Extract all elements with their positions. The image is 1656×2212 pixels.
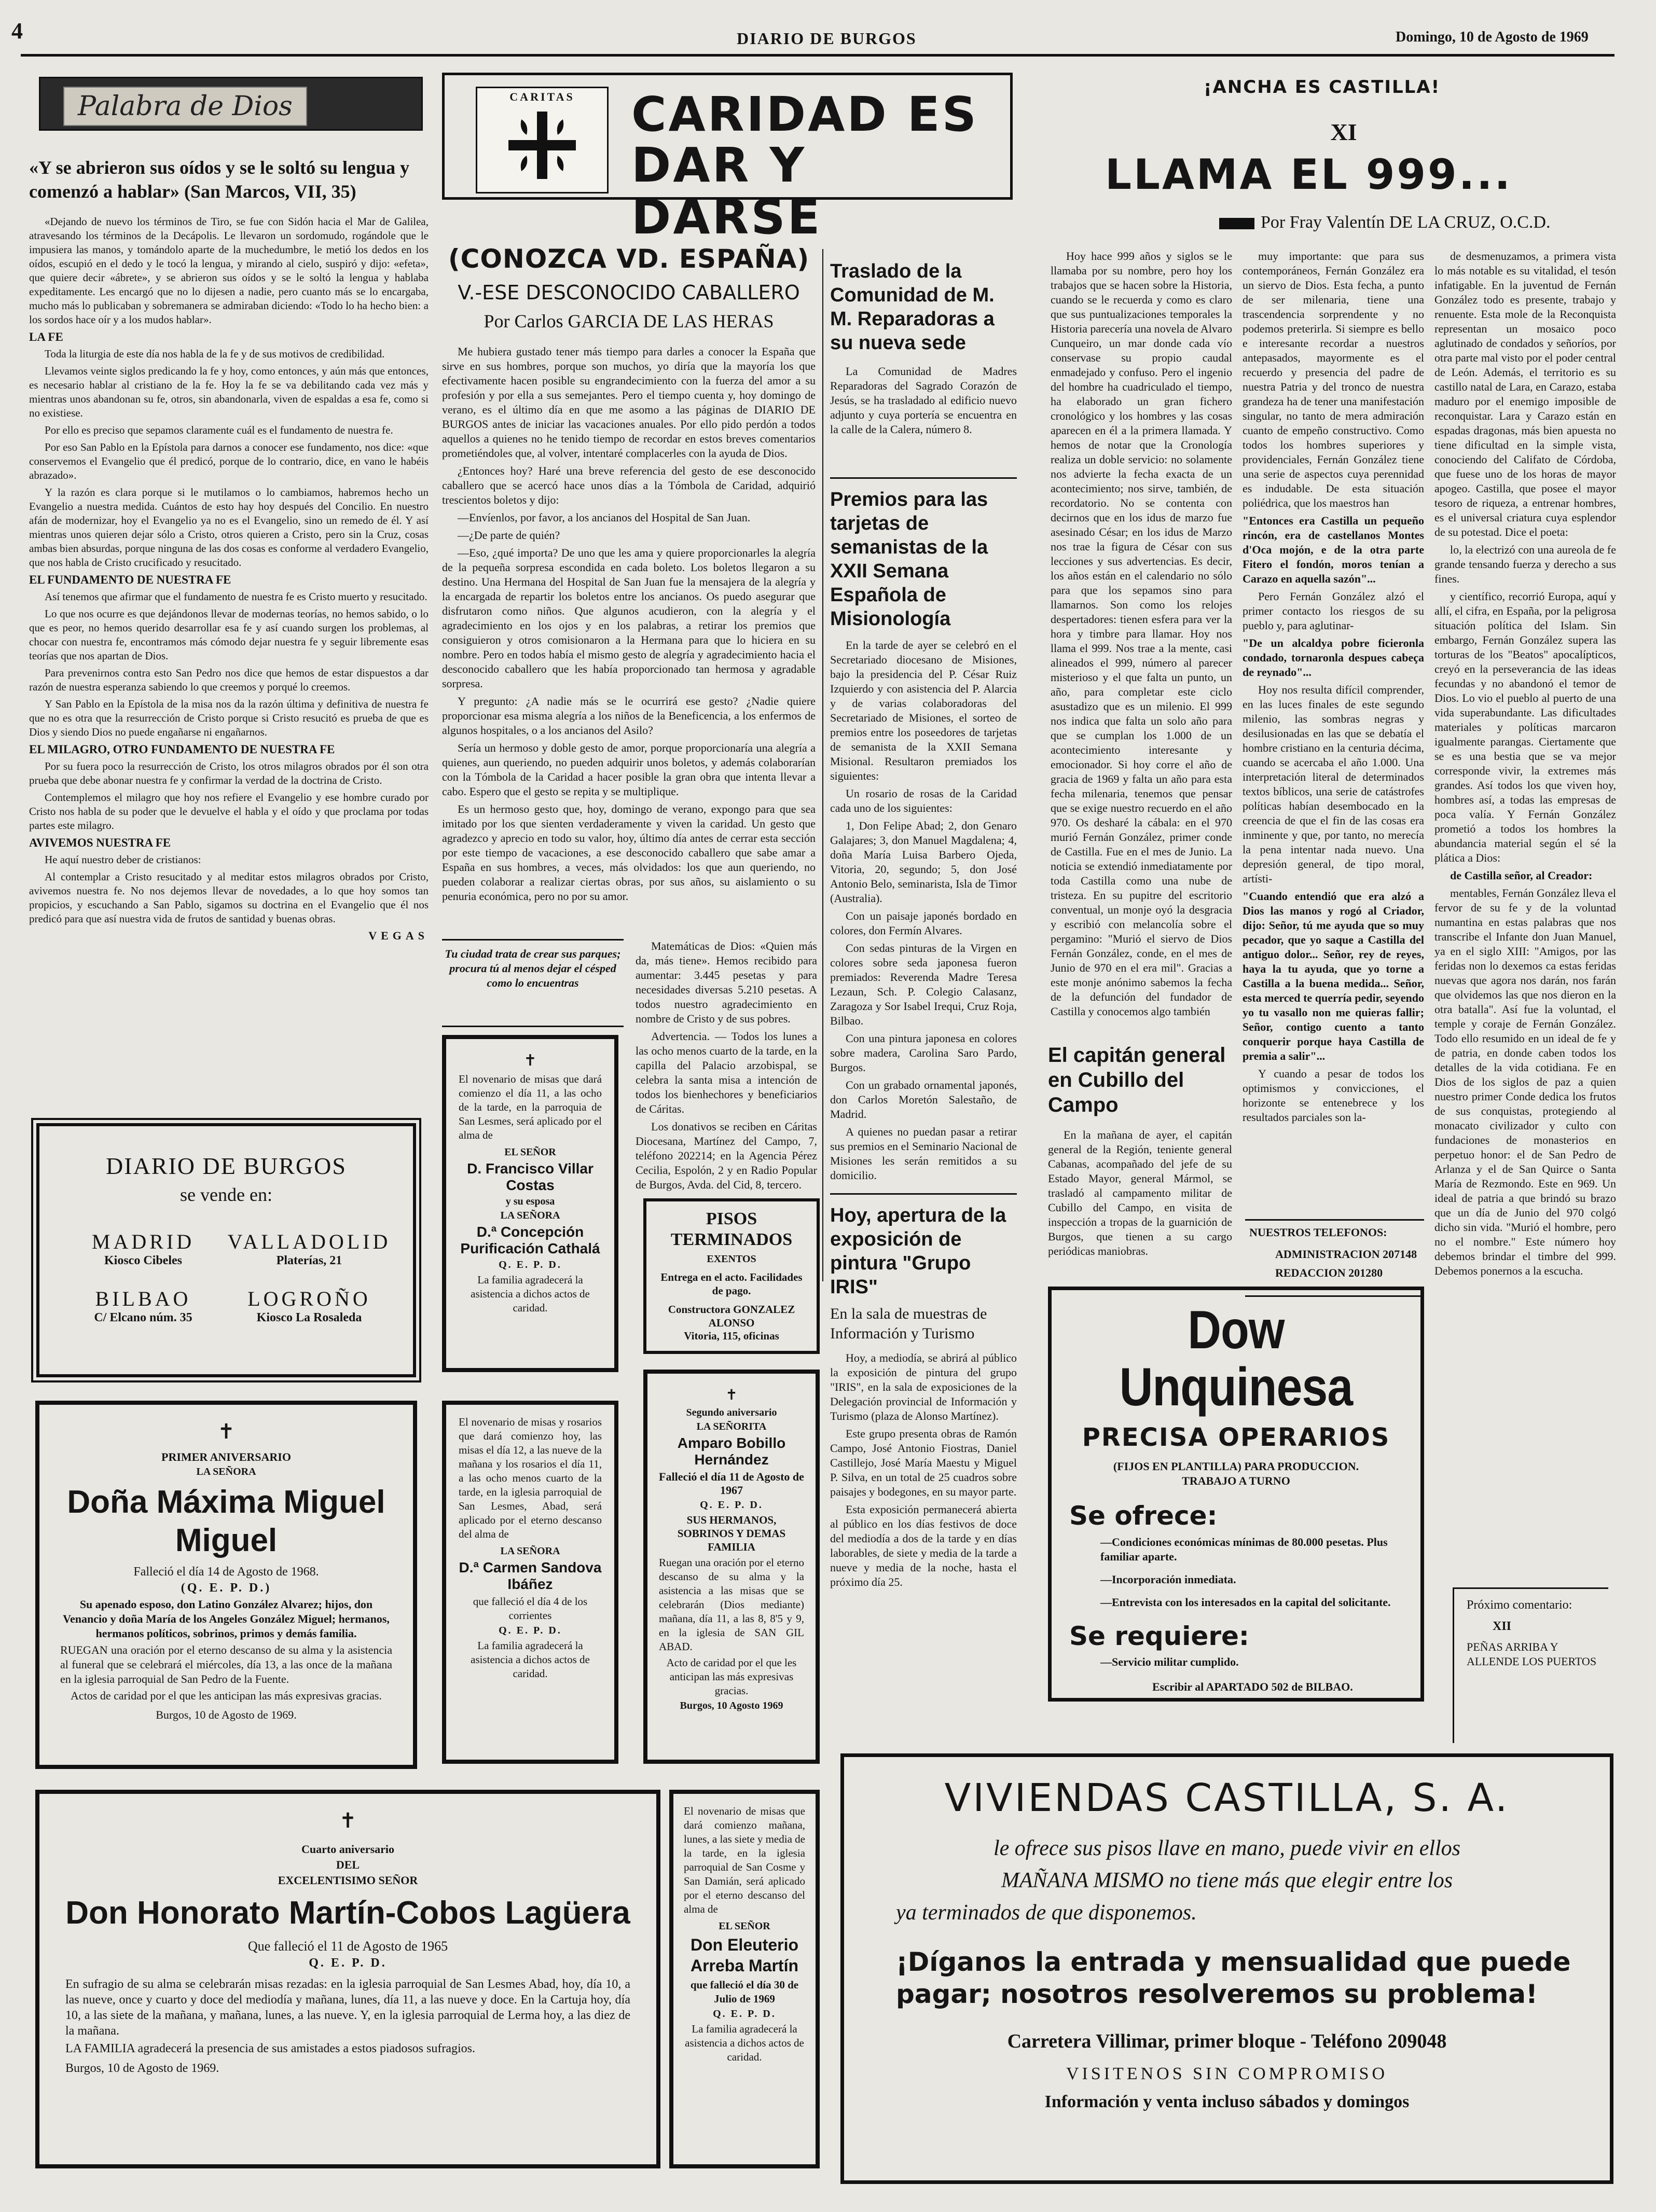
telefonos-line: REDACCION 201280	[1275, 1266, 1383, 1279]
obit-thanks: Actos de caridad por el que les anticipan las más expresivas gracias.	[71, 1689, 382, 1702]
reparadoras-article	[830, 259, 1017, 440]
llama-text: lo, la electrizó con una aureola de fe grande tensando fuerza y derecho a sus fines.	[1434, 543, 1616, 585]
premios-paragraph: En la tarde de ayer se celebró en el Secretariado diocesano de Misiones, bajo la presidencia del P. César Ruiz Izquierdo y con asistencia del P. Alarcia y de varias colaboradoras del Secretariado de Misiones, el sorteo de premios entre los poseedores de tarjetas de semanista de la XXII Semana Misional. Resultaron premiados los siguientes:	[830, 639, 1017, 782]
venta-box	[36, 1123, 416, 1377]
llama-author-rule	[1219, 218, 1254, 229]
obit-pre: EXCELENTISIMO SEÑOR	[278, 1874, 418, 1887]
venta-place: Kiosco Cibeles	[104, 1254, 182, 1267]
palabra-paragraph: Y la razón es clara porque si le mutilamos o lo cambiamos, habremos hecho un Evangelio a nuestra medida. Cuántos de esto hay hoy después del Concilio. En nuestro afán de modernizar, hoy el Evangelio ya no es el Evangelio, sino un remedo de él. Y así mientras unos quieren dejar sólo a Cristo, otros quieren a Cristo, pero sin la Cruz, cosas ambas bien absurdas, porque ninguna de las dos cosas es conforme al verdadero Evangelio, que nos habla de Cristo crucificado y resucitado.	[29, 486, 429, 569]
llama-quote: "Cuando entendió que era alzó a Dios las manos y rogó al Criador, dijo: Señor, tú me ayuda que so muy pecador, que yo saque a Castilla del antiguo dolor... Señor, rey de reyes, haya la tu ayuda, que yo torne a Castilla a la buena medida... Señor, esta merced te querría pedir, seyendo yo tu vasallo non me quieras fallir; Señor, contigo cuento a tanto conquerir porque haya Castilla de premia a salir"...	[1243, 890, 1424, 1062]
palabra-headline: «Y se abrieron sus oídos y se le soltó su lengua y comenzó a hablar» (San Marcos, VII, 35)	[29, 157, 410, 202]
telefonos-title: NUESTROS TELEFONOS:	[1249, 1226, 1387, 1239]
llama-text: Hoy hace 999 años y siglos se le llamaba por su nombre, pero hoy los trabajos que se hacen sobre la Historia, cuando se le recuerda y como es claro que sus puntualizaciones temporales la Historia parecería una novela de Alvaro Cunqueiro, un mar donde cada vío conservase su propio caudal enmadejado y confuso. Pero el ingenio del hombre ha cuadriculado el tiempo, ha elaborado un gran fichero cronológico y los hombres y las cosas aparecen en él a la primera llamada. Y hemos de notar que la Cronología realiza un doble servicio: no solamente nos advierte la fecha exacta de un acontecimiento; nos sirve, también, de recordatorio. No se contenta con decirnos que en los idus de marzo fue asesinado César; en los idus de Marzo nos trae la figura de César con sus lecciones y sus advertencias. Es decir, los años están en el calendario no sólo para que los sepamos sino para llamarnos. Son como los relojes despertadores: tienen esfera para ver la hora y timbre para llamar. Hoy nos llama el 999. Nos trae a la mente, casi alineados el 999, número al parecer misterioso y el que falta un punto, un año, para completar este ciclo asustadizo que es un milenio. El 999 nos indica que falta un solo año para que se cumplan los 1.000 de un acontecimiento interesante y emocionador. Si hoy corre el año de gracia de 1969 y falta un año para esta fecha milenaria, tenemos que pensar que se exige nuestro recuerdo en el año 970. Os desharé la cábala: en el 970 murió Fernán González, primer conde de Castilla. Fue en el mes de Junio. La noticia se extendió inmediatamente por toda Castilla como una nube de tristeza. En su pupitre del escritorio conventual, un monje oyó la desgracia y escribió con melancolía sobre el pergamino: "Murió el siervo de Dios Fernán González, conde, en el mes de Junio de 970 en el era mil". Gracias a este monje anónimo sabemos la fecha de la defunción del fundador de Castilla y conocemos algo también	[1051, 250, 1233, 1018]
dow-title: Dow Unquinesa	[1119, 1300, 1353, 1417]
iris-paragraph: Este grupo presenta obras de Ramón Campo, José Antonio Fiostras, Daniel Castillejo, José María Maestu y Miguel P. Silva, en un total de 25 cuadros sobre paisajes y bodegones, en su mayor parte.	[830, 1427, 1017, 1498]
iris-paragraph: Hoy, a mediodía, se abrirá al público la exposición de pintura del grupo "IRIS", en la sala de exposiciones de la Delegación provincial de Información y Turismo (plaza de Alonso Martínez).	[830, 1351, 1017, 1422]
obit-pre: LA SEÑORA	[500, 1545, 560, 1557]
premios-paragraph: Con una pintura japonesa en colores sobre madera, Carolina Saro Pardo, Burgos.	[830, 1032, 1017, 1074]
premios-paragraph: Con un grabado ornamental japonés, don Carlos Moretón Salestaño, de Madrid.	[830, 1079, 1017, 1121]
obit-pre: EL SEÑOR	[719, 1920, 770, 1932]
premios-article	[830, 488, 1017, 1186]
iris-sub: En la sala de muestras de Información y Turismo	[830, 1305, 987, 1342]
slogan-text: Tu ciudad trata de crear sus parques; procura tú al menos dejar el césped como lo encuentras	[445, 947, 621, 989]
obit-pre: DEL	[336, 1858, 360, 1871]
viviendas-callout: ¡Díganos la entrada y mensualidad que puede pagar; nosotros resolveremos su problema!	[896, 1947, 1571, 2009]
espana-paragraph: ¿Entonces hoy? Haré una breve referencia del gesto de ese desconocido caballero que se acercó hace unos días a la Tómbola de Caridad, adquirió trescientos boletos y dijo:	[442, 464, 816, 506]
section-rule	[830, 1193, 1017, 1195]
llama-text: Y cuando a pesar de todos los optimismos y convicciones, el horizonte se entenebrece y los resultados parciales son la-	[1243, 1067, 1424, 1124]
obit-date: Burgos, 10 Agosto 1969	[680, 1700, 783, 1711]
palabra-signature: VEGAS	[368, 929, 429, 942]
obit-pre: Segundo aniversario	[686, 1407, 777, 1418]
palabra-paragraph: Llevamos veinte siglos predicando la fe y hoy, como entonces, y aún más que entonces, es necesario hablar al cristiano de la fe. Hoy la fe se va debilitando cada vez más y mientras unos abandonan su fe, otros, sin abandonarla, viven de espaldas a esa fe, como si no existiese.	[29, 365, 429, 419]
llama-text: mentables, Fernán González lleva el fervor de su fe y de la voluntad numantina en estas palabras que nos transcribe el Infante don Juan Manuel, ya en el siglo XIII: "Amigos, por las feridas non lo dexemos ca estas feridas nuevas que agora nos darán, nos farán que olvidemos las que nos dieron en la otra batalla". Así fue la voluntad, el temple y coraje de Fernán González. Todo ello resumido en un ideal de fe y de patria, en donde caben todos los detalles de la vida cotidiana. Fe en Dios de los siglos de paz a quien nuestro primer Conde dedica los frutos de sus conquistas, protegiendo al monacato civilizador y culto con fundaciones de monasterios en perpetuo honor: el de San Pedro de Arlanza y el de San Quirce o Santa María de Rezmondo. Este en 969. Un ideal de patria a que brindó su brazo que un día de Junio del 970 colgó dicho sin vida. "Murió el hombre, pero no el nombre." Este número hoy debemos brindar el timbre del 999. Debemos ponernos a la escucha.	[1434, 887, 1616, 1277]
obit-name: D.ª Carmen Sandova Ibáñez	[459, 1559, 602, 1592]
obit-pre: LA SEÑORA	[196, 1466, 256, 1477]
llama-quote: "Entonces era Castilla un pequeño rincón, era de castellanos Montes d'Oca mojón, e de la otra parte Fitero el fondón, moros tenían a Carazo en aquella sazón"...	[1243, 514, 1424, 585]
iris-title: Hoy, apertura de la exposición de pintura "Grupo IRIS"	[830, 1205, 1006, 1298]
llama-column-3	[1434, 249, 1616, 1281]
viviendas-hours: Información y venta incluso sábados y domingos	[1044, 2092, 1410, 2111]
palabra-banner-text: Palabra de Dios	[63, 87, 307, 126]
pisos-ad	[643, 1198, 820, 1354]
palabra-subhead-4: AVIVEMOS NUESTRA FE	[29, 836, 171, 849]
llama-column-1	[1051, 249, 1232, 1022]
llama-column-2	[1243, 249, 1424, 1128]
dow-sub: PRECISA OPERARIOS	[1082, 1423, 1390, 1452]
palabra-banner	[39, 77, 423, 131]
obit-name: Doña Máxima Miguel Miguel	[67, 1484, 385, 1558]
llama-author: Por Fray Valentín DE LA CRUZ, O.C.D.	[1261, 213, 1551, 232]
obit-thanks: La familia agradecerá la asistencia a dichos actos de caridad.	[685, 2023, 804, 2063]
palabra-paragraph: Por ello es preciso que sepamos claramente cuál es el fundamento de nuestra fe.	[45, 424, 393, 436]
obit-pre: EL SEÑOR	[504, 1146, 556, 1158]
espana-paragraph: —¿De parte de quién?	[458, 529, 560, 542]
obit-pre: LA SEÑORITA	[696, 1421, 767, 1432]
premios-paragraph: 1, Don Felipe Abad; 2, don Genaro Galajares; 3, don Manuel Magdalena; 4, doña María Luisa Barbero Ojeda, Vitoria, 20, segundo; 5, don José Antonio Belo, seminarista, Isla de Timor (Australia).	[830, 819, 1017, 905]
obituary-villar	[442, 1035, 618, 1372]
palabra-subhead-3: EL MILAGRO, OTRO FUNDAMENTO DE NUESTRA FE	[29, 743, 335, 756]
viviendas-address: Carretera Villimar, primer bloque - Teléfono 209048	[1007, 2030, 1447, 2052]
palabra-paragraph: Contemplemos el milagro que hoy nos refiere el Evangelio y ese hombre curado por Cristo nos habla de su poder que le devuelve el habla y el oído y que proclama por todas partes este milagro.	[29, 791, 429, 832]
palabra-subhead-1: LA FE	[29, 330, 63, 343]
llama-text: de Castilla señor, al Creador:	[1450, 869, 1593, 882]
iris-article	[830, 1204, 1017, 1593]
next-title: PEÑAS ARRIBA Y ALLENDE LOS PUERTOS	[1467, 1640, 1597, 1668]
palabra-intro: «Dejando de nuevo los términos de Tiro, se fue con Sidón hacia el Mar de Galilea, atravesando los términos de la Decápolis. Le llevaron un sordomudo, rogándole que le impusiera las manos, y tomándolo aparte de la muchedumbre, le metió los dedos en los oídos, escupió en el dedo y le tocó la lengua, y mirando al cielo, suspiró y dijo: «efeta», que quiere decir «ábrete», y se abrieron sus oídos y se le soltó la lengua y hablaba expeditamente. Les encargó que no lo dijesen a nadie, pero cuanto más se lo encargaba, mucho más lo publicaban y sobremanera se admiraban diciendo: «Todo lo ha hecho bien: a los sordos hace oír y a los mudos hablar».	[29, 215, 429, 326]
obituary-sandoval	[442, 1401, 618, 1764]
llama-quote: "De un alcaldya pobre ficieronla condado, tornaronla despues cabeça de reynado"...	[1243, 637, 1424, 679]
pisos-text: Entrega en el acto. Facilidades de pago.	[660, 1271, 803, 1297]
dow-sub2: (FIJOS EN PLANTILLA) PARA PRODUCCION. TRABAJO A TURNO	[1113, 1460, 1359, 1487]
llama-text: de desmenuzamos, a primera vista lo más notable es su vitalidad, el tesón infatigable. En la juventud de Fernán González todo es presente, trabajo y renuente. Esta mole de la Reconquista representan un mosaico poco aglutinado de condados y señoríos, por otra parte mal visto por el poder central de León. Además, el territorio es su castillo natal de Lara, en Carazo, estaba maduro por el enemigo imposible de reconquistar. Lara y Carazo están en espadas dragonas, más bien apuesta no tiene dificultad en la simple vista, conociendo del Califato de Córdoba, que fuese uno de los horas de mayor apogeo. Castilla, que posee el mayor tesoro de riqueza, a entrenar hombres, es el universal criatura cuya esplendor de su potestad. Dice el poeta:	[1434, 250, 1616, 538]
premios-paragraph: Un rosario de rosas de la Caridad cada uno de los siguientes:	[830, 787, 1017, 814]
pisos-address: Vitoria, 115, oficinas	[684, 1330, 779, 1342]
caritas-logo-text: CARITAS	[509, 90, 575, 103]
iris-paragraph: Esta exposición permanecerá abierta al público en los días festivos de doce del mediodía a dos de la tarde y en días laborables, de siete y media de la tarde a nueve y media de la noche, hasta el próximo día 25.	[830, 1503, 1017, 1588]
llama-kicker: ¡ANCHA ES CASTILLA!	[1204, 77, 1441, 98]
llama-title: LLAMA EL 999...	[1105, 150, 1512, 199]
masthead: DIARIO DE BURGOS	[737, 29, 917, 48]
viviendas-line: le ofrece sus pisos llave en mano, puede vivir en ellos	[993, 1836, 1461, 1860]
tombola-paragraph: Los donativos se reciben en Cáritas Diocesana, Martínez del Campo, 7, teléfono 202214; en la Agencia Pérez Cecilia, Espolón, 2 y en Radio Popular de Burgos, Avda. del Cid, 8, tercero.	[636, 1120, 817, 1191]
section-rule	[830, 477, 1017, 479]
dow-offer: —Entrevista con los interesados en la capital del solicitante.	[1100, 1596, 1391, 1609]
llama-number: XI	[1330, 119, 1357, 145]
capitan-title: El capitán general en Cubillo del Campo	[1048, 1044, 1226, 1116]
dow-req-title: Se requiere:	[1069, 1621, 1249, 1651]
espana-paragraph: —Eso, ¿qué importa? De uno que les ama y quiere proporcionarles la alegría de la pequeña sorpresa escondida en cada boleto. Los boletos llegaron a su destino. Una Hermana del Hospital de San Juan fue la mensajera de la alegría y la encargada de repartir los boletos entre los ancianos. Os puedo asegurar que disfrutaron como niños. Que algunos acudieron, con la alegría y el agradecimiento en los ojos y en los palabras, a retirar los premios que consiguieron y otros comisionaron a la Hermana para que lo hiciera en su nombre. Pero en todos había el mismo gesto de alegría y agradecimiento hacia el desconocido caballero que les había proporcionado tan hermosa y agradable sorpresa.	[442, 546, 816, 690]
obit-mid: y su esposa	[505, 1196, 555, 1207]
slogan-box	[442, 939, 624, 1027]
palabra-paragraph: Por eso San Pablo en la Epístola para darnos a conocer ese fundamento, nos dice: «que conservemos el Evangelio que él predicó, porque de lo contrario, dice, en vano le habéis abrazado».	[29, 441, 429, 481]
dow-offers-title: Se ofrece:	[1069, 1501, 1218, 1531]
obit-text: El novenario de misas y rosarios que dará comienzo hoy, las misas el día 12, a las nueve de la mañana y los rosarios el día 11, a las ocho menos cuarto de la tarde, en la iglesia parroquial de San Lesmes, Abad, será aplicado por el eterno descanso del alma de	[459, 1416, 602, 1540]
espana-paragraph: Me hubiera gustado tener más tiempo para darles a conocer la España que sirve en sus hombres, porque son muchos, yo diría que la mayoría los que efectivamente hacen posible su engrandecimiento con la fuerza del amor a su profesión y por ella a sus semejantes. Pero el tiempo cuenta y, hoy domingo de verano, es el último día en que me asomo a las páginas de DIARIO DE BURGOS antes de iniciar las vacaciones anuales. Por ello pido perdón a todos aquellos a quienes no he tenido tiempo de recordar en estos breves comentarios prometiéndoles que, al volver, intentaré complacerles con la ayuda de Dios.	[442, 345, 816, 460]
espana-paragraph: Es un hermoso gesto que, hoy, domingo de verano, expongo para que sea imitado por los que sienten verdaderamente y viven la caridad. Un gesto que agradezco y aprecio en todo su valor, hoy, último día antes de cerrar esta sección por este tiempo de vacaciones, a ese desconocido caballero que sabe amar a España en sus hombres, a veces, más olvidados: los que aun queriendo, no pueden colaborar a realizar ciertas obras, por sus años, su aislamiento o su penuria económica, pero no por su amor.	[442, 803, 816, 903]
obit-text: El novenario de misas que dará comienzo mañana, lunes, a las siete y media de la tarde, en la iglesia parroquial de San Cosme y San Damián, será aplicado por el eterno descanso del alma de	[684, 1805, 805, 1915]
palabra-subhead-2: EL FUNDAMENTO DE NUESTRA FE	[29, 573, 231, 586]
palabra-paragraph: Toda la liturgia de este día nos habla de la fe y de sus motivos de credibilidad.	[45, 348, 385, 360]
llama-text: muy importante: que para sus contemporáneos, Fernán González era un siervo de Dios. Esta fecha, a punto de ser milenaria, tiene una trascendencia sorprendente y no podemos preterirla. Si siempre es bello e interesante recordar a nuestros antepasados, mayormente es el recuerdo y presencia del padre de nuestra Patria y del tronco de nuestra grandeza ha de tener una manifestación singular, no tanto de mera admiración cuanto de empeño constructivo. Como todos los hombres superiores y providenciales, Fernán González tiene una serie de aspectos cuya perennidad es indudable. De esta situación poliédrica, que los maestros han	[1243, 250, 1424, 509]
header-rule	[21, 54, 1614, 57]
obit-text: El novenario de misas que dará comienzo el día 11, a las ocho de la tarde, en la parroquia de San Lesmes, será aplicado por el alma de	[459, 1073, 602, 1141]
premios-paragraph: Con sedas pinturas de la Virgen en colores sobre seda japonesa fueron premiados: Reverenda Madre Teresa Lezaun, Sch. P. Colegio Calasanz, Zaragoza y Sor Isabel Irequi, Cruz Roja, Bilbao.	[830, 942, 1017, 1027]
telefonos-box	[1245, 1219, 1424, 1297]
obit-qepd: Q. E. P. D.	[700, 1499, 763, 1511]
viviendas-line: ya terminados de que disponemos.	[896, 1901, 1197, 1925]
tombola-article	[636, 939, 817, 1195]
telefonos-line: ADMINISTRACION 207148	[1275, 1248, 1417, 1261]
espana-paragraph: —Envíenlos, por favor, a los ancianos del Hospital de San Juan.	[458, 511, 751, 524]
capitan-text: En la mañana de ayer, el capitán general de la Región, teniente general Cabanas, acompañado del jefe de su Estado Mayor, general Mármol, se trasladó al campamento militar de Cubillo del Campo, en visita de inspección a tropas de la guarnición de Burgos, que tienen a su cargo periódicas maniobras.	[1048, 1128, 1232, 1257]
venta-title: DIARIO DE BURGOS	[106, 1153, 347, 1179]
dow-offer: —Condiciones económicas mínimas de 80.000 pesetas. Plus familiar aparte.	[1100, 1536, 1388, 1563]
venta-place: Kiosco La Rosaleda	[256, 1311, 362, 1324]
dow-offer: —Incorporación inmediata.	[1100, 1573, 1236, 1586]
venta-city: BILBAO	[95, 1287, 191, 1310]
obit-pre: PRIMER ANIVERSARIO	[161, 1450, 291, 1463]
obit-family: SUS HERMANOS, SOBRINOS Y DEMAS FAMILIA	[677, 1514, 786, 1553]
premios-title: Premios para las tarjetas de semanistas de la XXII Semana Española de Misionología	[830, 489, 988, 630]
cross-icon: ✝	[725, 1387, 738, 1403]
obit-pre: Cuarto aniversario	[301, 1843, 395, 1856]
tombola-paragraph: Advertencia. — Todos los lunes a las ocho menos cuarto de la tarde, en la capilla del Palacio arzobispal, se celebra la santa misa a intención de todos los bienhechores y beneficiarios de Cáritas.	[636, 1030, 817, 1115]
palabra-article	[29, 156, 429, 943]
viviendas-line: MAÑANA MISMO no tiene más que elegir entre los	[1001, 1869, 1453, 1892]
obit-thanks: LA FAMILIA agradecerá la presencia de sus amistades a estos piadosos sufragios.	[65, 2042, 475, 2055]
page-number: 4	[11, 18, 23, 44]
obit-died: Falleció el día 11 de Agosto de 1967	[659, 1470, 804, 1497]
viviendas-title: VIVIENDAS CASTILLA, S. A.	[944, 1776, 1510, 1820]
dow-contact: Escribir al APARTADO 502 de BILBAO.	[1152, 1680, 1353, 1693]
reparadoras-text: La Comunidad de Madres Reparadoras del Sagrado Corazón de Jesús, se ha trasladado al edificio nuevo adjunto y cuya portería se encuentra en la calle de la Calera, número 8.	[830, 365, 1017, 436]
obit-pre: LA SEÑORA	[500, 1210, 560, 1221]
obit-qepd: (Q. E. P. D.)	[181, 1581, 272, 1595]
venta-city: MADRID	[91, 1230, 195, 1253]
next-comment-box	[1453, 1587, 1608, 1743]
premios-paragraph: A quienes no puedan pasar a retirar sus premios en el Seminario Nacional de Misiones les serán remitidos a su domicilio.	[830, 1125, 1017, 1182]
obituary-eleuterio	[669, 1790, 820, 2168]
viviendas-visit: VISITENOS SIN COMPROMISO	[1066, 2064, 1388, 2083]
premios-paragraph: Con un paisaje japonés bordado en colores, don Fermín Alvares.	[830, 909, 1017, 937]
dow-ad	[1048, 1287, 1424, 1702]
obit-qepd: Q. E. P. D.	[309, 1956, 387, 1970]
palabra-paragraph: Al contemplar a Cristo resucitado y al meditar estos milagros obrados por Cristo, avivemos nuestra fe. No nos dejemos llevar de novedades, a lo que hoy somos tan propicios, y escuchando a San Pablo, sigamos su doctrina en el Evangelio que él nos predicó para que así nuestra vida de frutos de santidad y buenas obras.	[29, 870, 429, 925]
obit-name: Don Honorato Martín-Cobos Lagüera	[65, 1895, 630, 1931]
obit-name: D. Francisco Villar Costas	[467, 1160, 594, 1193]
caritas-logo	[476, 87, 609, 193]
obit-qepd: Q. E. P. D.	[713, 2008, 776, 2020]
viviendas-ad	[840, 1753, 1613, 2184]
palabra-paragraph: Por su fuera poco la resurrección de Cristo, los otros milagros obrados por él son otra prueba que debe abonar nuestra fe y confirmar la verdad de la doctrina de Cristo.	[29, 760, 429, 786]
palabra-paragraph: Lo que nos ocurre es que dejándonos llevar de modernas teorías, no hemos sabido, o lo que es peor, no hemos querido desarrollar esa fe y así cuando surgen los problemas, al chocar con nuestra fe, encontramos más cómodo dejar nuestra fe y seguir libremente esas teorías que nos apartan de Dios.	[29, 607, 429, 662]
obit-thanks: La familia agradecerá la asistencia a dichos actos de caridad.	[471, 1274, 590, 1314]
obit-ruegan: RUEGAN una oración por el eterno descanso de su alma y la asistencia al funeral que se celebrará el miércoles, día 13, a las once de la mañana en la iglesia parroquial de San Pedro de la Fuente.	[60, 1643, 392, 1685]
espana-paragraph: Y pregunto: ¿A nadie más se le ocurrirá ese gesto? ¿Nadie quiere proporcionar esa misma alegría a los niños de la Beneficencia, a los enfermos de algunos hospitales, o a los ancianos del Asilo?	[442, 695, 816, 737]
obit-qepd: Q. E. P. D.	[499, 1259, 562, 1270]
capitan-article	[1048, 1043, 1232, 1262]
caridad-box	[442, 73, 1013, 245]
cross-icon: ✝	[217, 1420, 235, 1443]
espana-subtitle: V.-ESE DESCONOCIDO CABALLERO	[458, 281, 800, 304]
llama-text: Pero Fernán González alzó el primer contacto los riesgos de su pueblo y, para aglutinar-	[1243, 590, 1424, 632]
cross-icon: ✝	[339, 1809, 357, 1832]
obit-date: Burgos, 10 de Agosto de 1969.	[65, 2062, 219, 2075]
obit-thanks: La familia agradecerá la asistencia a dichos actos de caridad.	[471, 1639, 590, 1680]
espana-title: (CONOZCA VD. ESPAÑA)	[448, 244, 810, 274]
palabra-paragraph: Para prevenirnos contra esto San Pedro nos dice que hemos de estar dispuestos a dar razón de nuestra esperanza sabiendo lo que creemos y porqué lo creemos.	[29, 667, 429, 693]
obit-thanks: Acto de caridad por el que les anticipan las más expresivas gracias.	[666, 1656, 797, 1697]
llama-text: y científico, recorrió Europa, aquí y allí, el cifra, en España, por la peligrosa situación política del Islam. Sin embargo, Fernán González supera las torturas de los "Beatos" apocalípticos, creyó en la perseverancia de las ideas fecundas y no abandonó el temor de Dios. Lo vio el pueblo al puerto de una vida superabundante. Las dificultades materiales y políticas marcaron igualmente parangas. Ciertamente que se es una bestia que se va mejor corresponde vivir, la extremes más grandes. Así todos los que viven hoy, hombres así, a todas las empresas de poca valía. Y Fernán González prometió a todos los hombres la abundancia material según el sé la plática a Dios:	[1434, 590, 1616, 864]
pisos-constructor: Constructora GONZALEZ ALONSO	[668, 1303, 795, 1329]
next-label: Próximo comentario:	[1467, 1598, 1572, 1612]
pisos-sub: EXENTOS	[707, 1253, 756, 1265]
espana-article	[442, 244, 816, 907]
obit-qepd: Q. E. P. D.	[499, 1625, 562, 1636]
obit-text: Ruegan una oración por el eterno descanso de su alma y la asistencia a las misas que se celebrarán (Dios mediante) mañana, día 11, a las 8, 8'5 y 9, en la iglesia de SAN GIL ABAD.	[659, 1556, 804, 1653]
cross-icon: ✝	[523, 1052, 537, 1069]
tombola-paragraph: Matemáticas de Dios: «Quien más da, más tiene». Hemos recibido para aumentar: 3.445 pesetas y para necesidades diversas 5.210 pesetas. A todos nuestro agradecimiento en nombre de Cristo y de sus pobres.	[636, 939, 817, 1025]
obit-died: Falleció el día 14 de Agosto de 1968.	[133, 1565, 319, 1579]
dow-req: —Servicio militar cumplido.	[1100, 1655, 1239, 1668]
caritas-cross-icon	[506, 109, 578, 182]
obit-died: que falleció el día 30 de Julio de 1969	[690, 1979, 799, 2005]
obituary-honorato	[35, 1790, 660, 2168]
page-date: Domingo, 10 de Agosto de 1969	[1396, 29, 1589, 45]
obit-died: que falleció el día 4 de los corrientes	[473, 1595, 588, 1622]
venta-subtitle: se vende en:	[180, 1184, 272, 1205]
caridad-title-2: DAR Y DARSE	[631, 137, 822, 245]
venta-city: LOGROÑO	[247, 1287, 371, 1310]
next-number: XII	[1493, 1620, 1512, 1633]
espana-author: Por Carlos GARCIA DE LAS HERAS	[484, 311, 774, 331]
pisos-title: PISOS TERMINADOS	[670, 1209, 793, 1249]
venta-place: Platerías, 21	[276, 1254, 342, 1267]
llama-text: Hoy nos resulta difícil comprender, en las luces finales de este segundo milenio, las sombras negras y desilusionadas en las que se debatía el hombre cristiano en la centuria décima, cuando se acercaba el año 1.000. Una interpretación literal de determinados textos bíblicos, una serie de catástrofes políticas habían desembocado en la creencia de que el fin de las cosas era inminente y que, por tanto, no merecía la pena intentar nada nuevo. Una depresión general, de tipo moral, artísti-	[1243, 683, 1424, 885]
obit-name: Don Eleuterio Arreba Martín	[690, 1936, 799, 1975]
venta-city: VALLADOLID	[227, 1230, 391, 1253]
column-divider	[822, 249, 823, 1281]
palabra-paragraph: He aquí nuestro deber de cristianos:	[45, 853, 201, 866]
venta-place: C/ Elcano núm. 35	[94, 1311, 192, 1324]
obit-name: D.ª Concepción Purificación Cathalá	[460, 1224, 600, 1256]
venta-city-grid	[60, 1229, 392, 1325]
obituary-amparo	[643, 1370, 820, 1764]
espana-paragraph: Sería un hermoso y doble gesto de amor, porque proporcionaría una alegría a quienes, aun queriendo, no pueden adquirir unos boletos, y además colaborarían con la Tómbola de la Caridad a hacer posible la gran obra que intenta llevar a cabo. Espero que el gesto se repita y se multiplique.	[442, 741, 816, 798]
obit-died: Que falleció el 11 de Agosto de 1965	[247, 1939, 448, 1954]
obit-date: Burgos, 10 de Agosto de 1969.	[156, 1708, 297, 1721]
palabra-paragraph: Y San Pablo en la Epístola de la misa nos da la razón última y definitiva de nuestra fe que no es otra que la resurrección de Cristo porque si Cristo resucitó es prueba de que es Dios y siendo Dios no puede engañarse ni engañarnos.	[29, 698, 429, 738]
obit-text: En sufragio de su alma se celebrarán misas rezadas: en la iglesia parroquial de San Lesmes Abad, hoy, día 10, a las nueve, once y cuarto y doce del mediodía y mañana, lunes, día 11, a las nueve y doce. En la Cartuja hoy, día 10, a las siete de la mañana, y mañana, lunes, a las nueve. Y, en la iglesia parroquial de Lerma hoy, a las diez de la mañana.	[65, 1978, 630, 2038]
caridad-title-1: CARIDAD ES	[631, 87, 978, 142]
obit-family: Su apenado esposo, don Latino González Alvarez; hijos, don Venancio y doña María de los Angeles González Miguel; hermanos, hermanos políticos, sobrinos, primos y demás familia.	[63, 1598, 390, 1640]
reparadoras-title: Traslado de la Comunidad de M. M. Reparadoras a su nueva sede	[830, 260, 995, 354]
palabra-paragraph: Así tenemos que afirmar que el fundamento de nuestra fe es Cristo muerto y resucitado.	[45, 590, 427, 603]
obit-name: Amparo Bobillo Hernández	[677, 1435, 786, 1468]
obituary-maxima	[35, 1401, 417, 1769]
